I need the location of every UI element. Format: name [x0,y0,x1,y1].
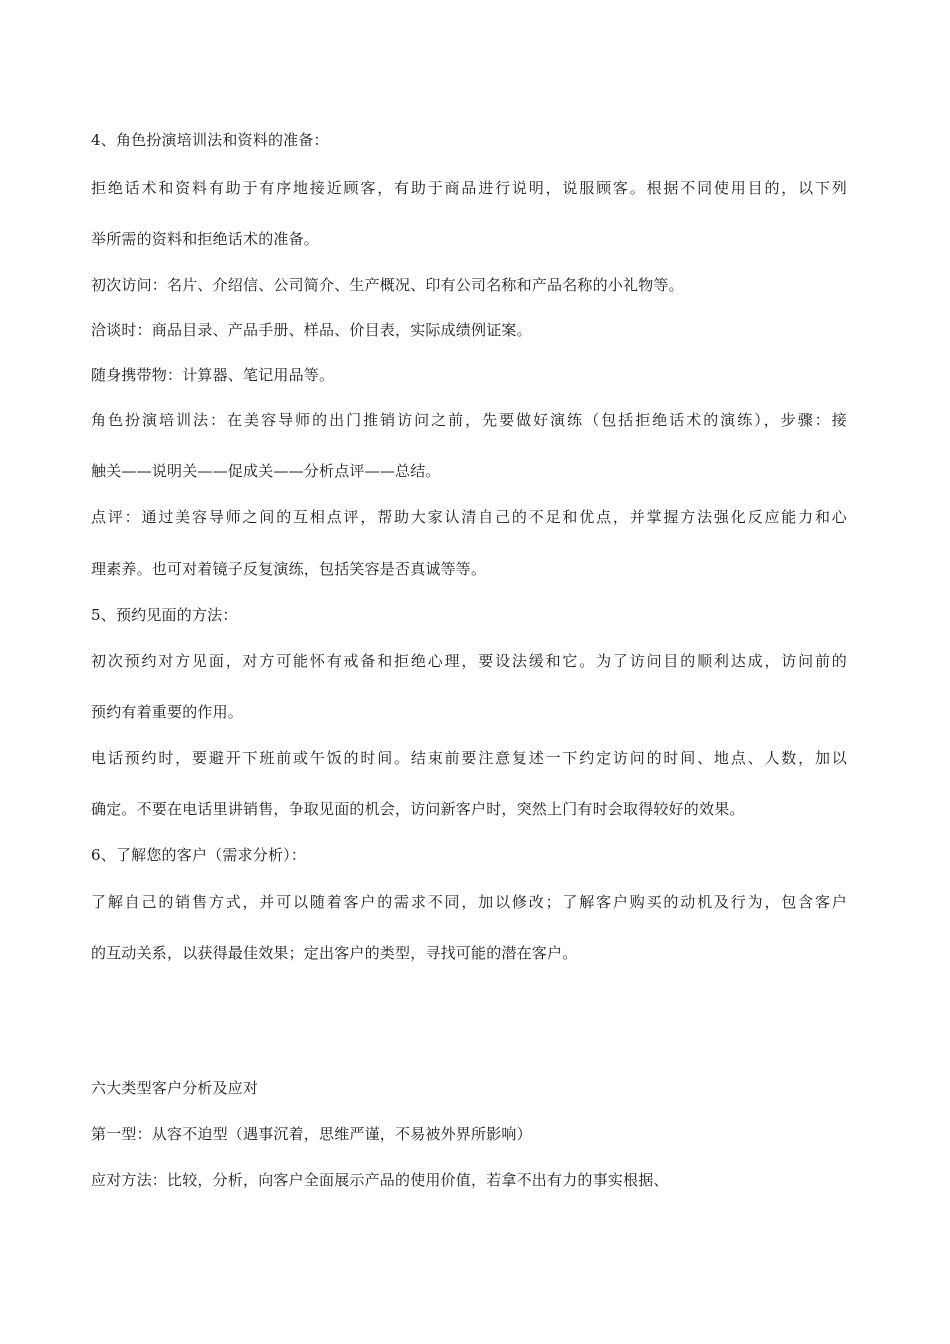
heading-six-customer-types: 六大类型客户分析及应对 [91,1079,259,1097]
paragraph-line: 随身携带物：计算器、笔记用品等。 [91,366,335,384]
paragraph-line: 初次访问：名片、介绍信、公司简介、生产概况、印有公司名称和产品名称的小礼物等。 [91,276,684,294]
paragraph-line: 预约有着重要的作用。 [91,703,244,721]
paragraph-line: 洽谈时：商品目录、产品手册、样品、价目表，实际成绩例证案。 [91,321,532,339]
heading-appointment-method: 5、预约见面的方法： [91,606,238,624]
heading-know-your-customer: 6、了解您的客户（需求分析）： [91,846,307,864]
paragraph-line: 点评：通过美容导师之间的互相点评，帮助大家认清自己的不足和优点，并掌握方法强化反应能力和心 [91,508,847,526]
paragraph-line: 了解自己的销售方式，并可以随着客户的需求不同，加以修改；了解客户购买的动机及行为，包含客户 [91,893,847,911]
paragraph-line: 举所需的资料和拒绝话术的准备。 [91,230,320,248]
paragraph-line: 的互动关系，以获得最佳效果；定出客户的类型，寻找可能的潜在客户。 [91,944,578,962]
heading-role-play-prep: 4、角色扮演培训法和资料的准备： [91,131,329,149]
paragraph-line: 理素养。也可对着镜子反复演练，包括笑容是否真诚等等。 [91,560,487,578]
paragraph-line: 确定。不要在电话里讲销售，争取见面的机会，访问新客户时，突然上门有时会取得较好的效果。 [91,800,745,818]
paragraph-line: 角色扮演培训法：在美容导师的出门推销访问之前，先要做好演练（包括拒绝话术的演练），步骤：接 [91,411,847,429]
paragraph-line: 拒绝话术和资料有助于有序地接近顾客，有助于商品进行说明，说服顾客。根据不同使用目的，以下列 [91,179,847,197]
paragraph-line: 初次预约对方见面，对方可能怀有戒备和拒绝心理，要设法缓和它。为了访问目的顺利达成，访问前的 [91,652,847,670]
paragraph-line: 电话预约时，要避开下班前或午饭的时间。结束前要注意复述一下约定访问的时间、地点、人数，加以 [91,749,847,767]
paragraph-line: 应对方法：比较，分析，向客户全面展示产品的使用价值，若拿不出有力的事实根据、 [91,1171,669,1189]
paragraph-line: 第一型：从容不迫型（遇事沉着，思维严谨，不易被外界所影响） [91,1125,532,1143]
paragraph-line: 触关——说明关——促成关——分析点评——总结。 [91,462,441,480]
